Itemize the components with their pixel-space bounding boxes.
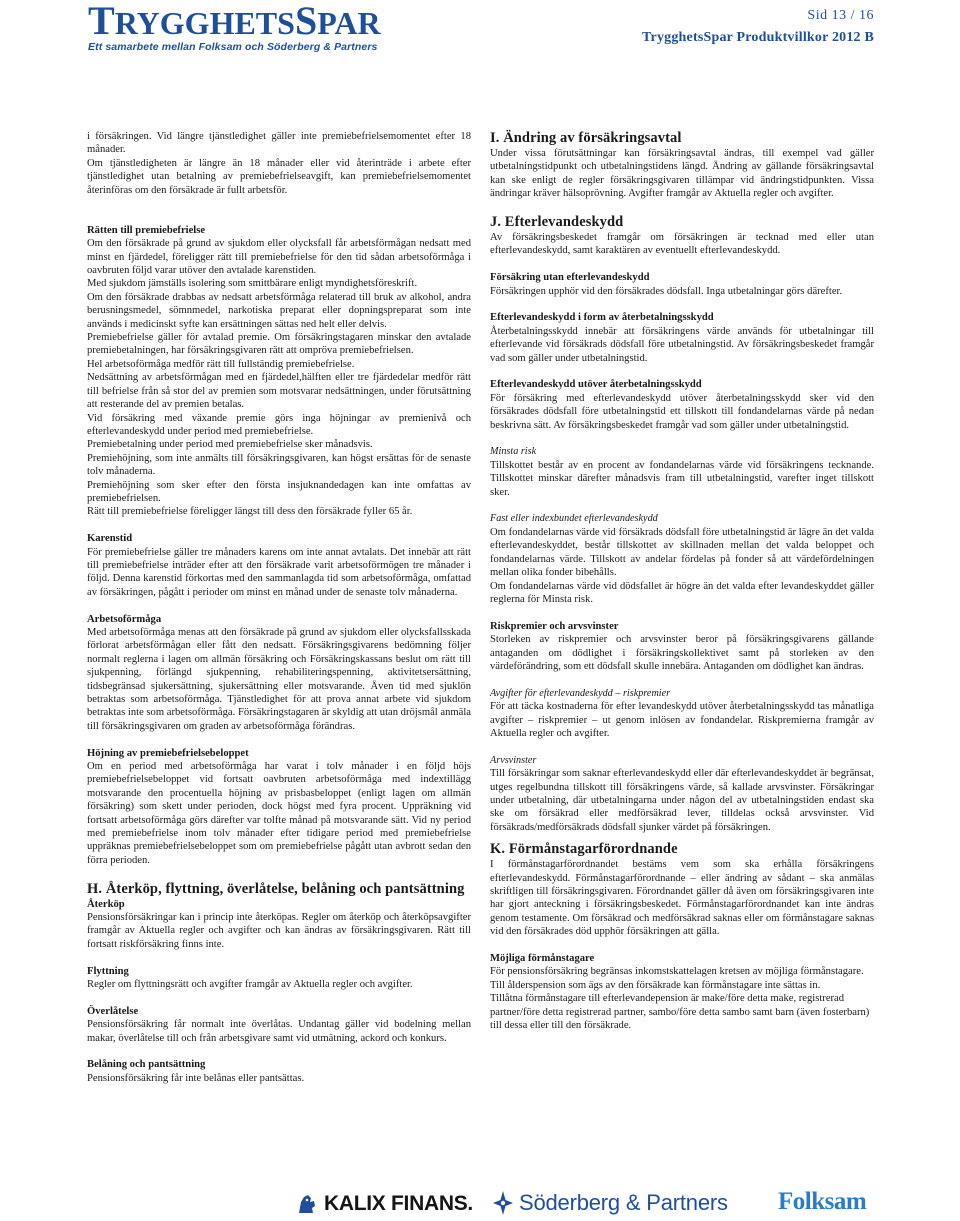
lion-crest-icon bbox=[296, 1193, 318, 1215]
paragraph: Rätt till premiebefrielse föreligger längst till dess den försäkrade fyller 65 år. bbox=[87, 506, 413, 518]
chapter-heading-h: H. Återköp, flyttning, överlåtelse, belåning och pantsättning bbox=[87, 880, 465, 897]
paragraph: Tillskottet består av en procent av fondandelarnas värde vid försäkringens tecknande. Tillskottet minskar därefter månadsvis fram till utbetalningstid, varefter inget tillskott sker. bbox=[490, 459, 874, 498]
subsection-heading: Minsta risk bbox=[490, 446, 537, 458]
paragraph: Premiebefrielse gäller för avtalad premie. Om försäkringstagaren minskar den avtalade premiebetalningen, har försäkringsgivaren rätt att ompröva premiebefrielsen. bbox=[87, 332, 471, 357]
paragraph: Pensionsförsäkringar kan i princip inte återköpas. Regler om återköp och återköpsavgifter framgår av Aktuella regler och avgifter och kan ändras av försäkringsgivaren. Rätt till fortsatt riskförsäkring finns inte. bbox=[87, 912, 471, 950]
paragraph: Om den försäkrade drabbas av nedsatt arbetsförmåga relaterad till bruk av alkohol, andra berusningsmedel, sömnmedel, narkotiska preparat eller dopningspreparat som inte används i medicinskt syfte kan ersättningen sättas ned helt eller delvis. bbox=[87, 291, 471, 330]
paragraph: Av försäkringsbeskedet framgår om försäkringen är tecknad med eller utan efterlevandeskydd, samt karaktären av eventuellt efterlevandeskydd. bbox=[490, 232, 874, 257]
paragraph: Om en period med arbetsoförmåga har varat i tolv månader i en följd höjs premiebefrielsebeloppet vid fortsatt oavbruten arbetsoförmåga med indextillägg motsvarande den procentuella höjning av prisbasbeloppet (enligt lagen om allmän försäkring) som skett under perioden, dock högst med fyra procent. Uppräkning vid fortsatt arbetsoförmåga görs därefter var tolfte månad på motsvarande sätt. Vid ny period med premiebefrielse inom tolv månader efter tidigare period med premiebefrielse uppräknas premiebefrielsebeloppet som om premiebefrielse pågått utan avbrott sedan den förra perioden. bbox=[87, 761, 471, 866]
paragraph: I förmånstagarförordnandet bestäms vem som ska erhålla försäkringens efterlevandeskydd. Förmånstagarförordnande – eller ändring av sådant – ska anmälas skriftligen till försäkringsgivaren. Förordnandet gäller då även om försäkringsgivaren inte har gjort anteckning i försäkringsbeskedet. Förmånstagarförordnandet kan inte ändras genom testamente. Om försäkrad och medförsäkrad saknas eller om förmånstagare saknas vid den försäkrades död upphör försäkringen att gälla. bbox=[490, 859, 874, 938]
page-info bbox=[642, 8, 874, 46]
kalix-finans-text: KALIX FINANS. bbox=[324, 1192, 473, 1215]
paragraph: Regler om flyttningsrätt och avgifter framgår av Aktuella regler och avgifter. bbox=[87, 979, 413, 991]
paragraph: Vid försäkring med växande premie görs inga höjningar av premienivå och efterlevandeskydd under period med premiebefrielse. bbox=[87, 412, 471, 437]
paragraph: Om tjänstledigheten är längre än 18 månader eller vid återinträde i arbete efter tjänstledighet utan betalning av premiebefrielseavgift, kan premiebefrielsemomentet återinföras om den försäkrade är fullt arbetsför. bbox=[87, 157, 471, 196]
subsection-heading: Fast eller indexbundet efterlevandeskydd bbox=[490, 513, 658, 525]
logo-text-1: RYGGHETS bbox=[114, 5, 295, 41]
section-heading: Höjning av premiebefrielsebeloppet bbox=[87, 747, 249, 759]
soderberg-partners-text: Söderberg & Partners bbox=[519, 1190, 728, 1215]
chapter-heading-i: I. Ändring av försäkringsavtal bbox=[490, 130, 682, 146]
section-heading: Belåning och pantsättning bbox=[87, 1059, 206, 1071]
paragraph: Om fondandelarnas värde vid försäkrads dödsfall före utbetalningstid är lägre än det valda efterlevandeskyddet, består tillskottet av skillnaden mellan det valda beloppet och fondandelarnas värde. Tillskott av andelar fördelas på fonder så att värdefördelningen mellan olika fonder bibehålls. bbox=[490, 526, 874, 579]
paragraph: i försäkringen. Vid längre tjänstledighet gäller inte premiebefrielsemomentet efter 18 månader. bbox=[87, 131, 471, 156]
paragraph: Återbetalningsskydd innebär att försäkringens värde används för utbetalningar till efterlevande vid försäkrads dödsfall före utbetalningstid. Av försäkringsbeskedet framgår vad som gäller under utbetalningstid. bbox=[490, 325, 874, 364]
paragraph: Om fondandelarnas värde vid dödsfallet är högre än det valda efter levandeskyddet gäller reglerna för Minsta risk. bbox=[490, 580, 874, 605]
paragraph: Pensionsförsäkring får normalt inte överlåtas. Undantag gäller vid bodelning mellan makar, överlåtelse till och från arbetsgivare samt vid utmätning, ackord och konkurs. bbox=[87, 1019, 471, 1044]
page-number: Sid 13 / 16 bbox=[807, 8, 874, 23]
paragraph: Under vissa förutsättningar kan försäkringsavtal ändras, till exempel vad gäller utbetalningstidpunkt och utbetalningstidens längd. Ändring av gällande försäkringsavtal kan ske enligt de regler försäkringsgivaren tillämpar vid ändringstidpunkten. Vissa ändringar kräver hälsoprövning. Avgifter framgår av Aktuella regler och avgifter. bbox=[490, 148, 874, 200]
compass-rose-icon bbox=[492, 1190, 514, 1216]
paragraph: Till försäkringar som saknar efterlevandeskydd eller där efterlevandeskyddet är begränsat, utges regelbundna tillskott till försäkringens värde, så kallade arvsvinster. Försäkringar under utbetalning, där utbetalningarna under någon del av utbetalningstiden endast ska ske om försäkrad eller medförsäkrad lever, tilldelas också arvsvinster. Vid försäkrads/medförsäkrads dödsfall sjunker värdet på försäkringen. bbox=[490, 768, 874, 833]
paragraph: För pensionsförsäkring begränsas inkomstskattelagen kretsen av möjliga förmånstagare. bbox=[490, 966, 864, 978]
logo-tagline: Ett samarbete mellan Folksam och Söderberg & Partners bbox=[88, 41, 378, 53]
section-heading: Arbetsoförmåga bbox=[87, 613, 162, 625]
section-heading: Efterlevandeskydd i form av återbetalningsskydd bbox=[490, 312, 714, 324]
logo-letter-s: S bbox=[294, 0, 318, 43]
soderberg-partners-logo bbox=[492, 1190, 728, 1216]
section-heading: Överlåtelse bbox=[87, 1005, 139, 1017]
section-heading: Möjliga förmånstagare bbox=[490, 953, 595, 964]
chapter-heading-k: K. Förmånstagarförordnande bbox=[490, 841, 678, 858]
paragraph: Tillåtna förmånstagare till efterlevandepension är make/före detta make, registrerad partner/före detta registrerad partner, sambo/före detta sambo samt barn (även fosterbarn) till dessa eller till den försäkrade. bbox=[490, 993, 870, 1032]
right-column bbox=[490, 130, 874, 1032]
folksam-logo: Folksam bbox=[778, 1188, 867, 1215]
paragraph: För försäkring med efterlevandeskydd utöver återbetalningsskydd sker vid den försäkrades dödsfall före utbetalningstid ett tillskott till fondandelarnas värde på nedan beskrivna sätt. Av försäkringsbeskedet framgår vad som gäller under utbetalningstid. bbox=[490, 392, 874, 431]
paragraph: Med arbetsoförmåga menas att den försäkrade på grund av sjukdom eller olycksfallsskada förlorat arbetsförmågan eller fått den nedsatt. Försäkringsgivarens bedömning följer normalt reglerna i lagen om allmän försäkring och Försäkringskassans beslut om rätt till sjukpenning, förlängd sjukpenning, rehabiliteringspenning, aktivitetsersättning, tidsbegränsad sjukersättning, sjukersättning eller motsvarande. Även tid med sjuklön betraktas som arbetsoförmåga. Tjänstledighet för att prova annat arbete vid sjukdom betraktas inte som arbetsoförmåga. Försäkringstagaren är skyldig att utan dröjsmål anmäla till försäkringsgivaren om graden av arbetsoförmåga förändras. bbox=[87, 626, 471, 732]
section-heading: Återköp bbox=[87, 898, 125, 910]
subsection-heading: Avgifter för efterlevandeskydd – riskpremier bbox=[490, 687, 671, 699]
kalix-finans-logo bbox=[296, 1192, 473, 1216]
paragraph: För premiebefrielse gäller tre månaders karens om inte annat avtalats. Det innebär att rätt till premiebefrielse inträder efter att den försäkrade varit arbetsoförmögen tre månader i följd. Denna karenstid förkortas med den sammanlagda tid som arbetsoförmåga, omfattad av försäkringen, pågått i perioder om minst en månad under de senaste tolv månaderna. bbox=[87, 546, 471, 598]
trygghetsspar-logo bbox=[88, 2, 381, 53]
paragraph: Hel arbetsoförmåga medför rätt till fullständig premiebefrielse. bbox=[87, 358, 355, 370]
page-footer bbox=[0, 1180, 960, 1221]
logo-text-2: PAR bbox=[317, 5, 381, 41]
paragraph: Premiehöjning, som inte anmälts till försäkringsgivaren, kan högst ersättas för de senaste tolv månaderna. bbox=[87, 452, 471, 478]
document-title: TrygghetsSpar Produktvillkor 2012 B bbox=[642, 30, 874, 45]
paragraph: Storleken av riskpremier och arvsvinster beror på försäkringsgivarens gällande antaganden om dödlighet i försäkringskollektivet samt på storleken av den värdeförändring, som ett dödsfall skulle innebära. Antaganden om dödlighet kan ändras. bbox=[490, 634, 874, 672]
paragraph: Med sjukdom jämställs isolering som smittbärare enligt myndighetsföreskrift. bbox=[87, 278, 418, 290]
section-heading: Efterlevandeskydd utöver återbetalningsskydd bbox=[490, 379, 702, 391]
section-heading: Försäkring utan efterlevandeskydd bbox=[490, 272, 650, 284]
paragraph: För att täcka kostnaderna för efter levandeskydd utöver återbetalningsskydd tas månatliga avgifter – riskpremier – ut genom inlösen av fondandelar. Riskpremierna framgår av Aktuella regler och avgifter. bbox=[490, 701, 874, 739]
paragraph: Försäkringen upphör vid den försäkrades dödsfall. Inga utbetalningar görs därefter. bbox=[490, 285, 843, 297]
paragraph: Om den försäkrade på grund av sjukdom eller olycksfall får arbetsförmågan nedsatt med minst en fjärdedel, föreligger rätt till premiebefrielse för den tid sådan arbetsoförmåga i oavbruten följd varar utöver den avtalade karenstiden. bbox=[87, 238, 471, 277]
paragraph: Premiehöjning som sker efter den första insjuknandedagen kan inte omfattas av premiebefrielsen. bbox=[87, 479, 471, 504]
section-heading: Rätten till premiebefrielse bbox=[87, 224, 206, 236]
section-heading: Flyttning bbox=[87, 965, 129, 977]
paragraph: Pensionsförsäkring får inte belånas eller pantsättas. bbox=[87, 1072, 305, 1084]
paragraph: Nedsättning av arbetsförmågan med en fjärdedel,hälften eller tre fjärdedelar medför rätt till befrielse från så stor del av premien som motsvarar nedsättningen, under förutsättning att resterande del av premien betalas. bbox=[87, 372, 471, 411]
left-column bbox=[87, 130, 471, 1085]
page-header bbox=[0, 0, 960, 60]
section-heading: Karenstid bbox=[87, 533, 133, 545]
subsection-heading: Arvsvinster bbox=[490, 754, 537, 766]
logo-letter-t: T bbox=[88, 0, 115, 43]
chapter-heading-j: J. Efterlevandeskydd bbox=[490, 214, 624, 231]
paragraph: Till ålderspension som ägs av den försäkrade kan förmånstagare inte sättas in. bbox=[490, 979, 821, 991]
section-heading: Riskpremier och arvsvinster bbox=[490, 620, 619, 632]
paragraph: Premiebetalning under period med premiebefrielse sker månadsvis. bbox=[87, 439, 373, 451]
